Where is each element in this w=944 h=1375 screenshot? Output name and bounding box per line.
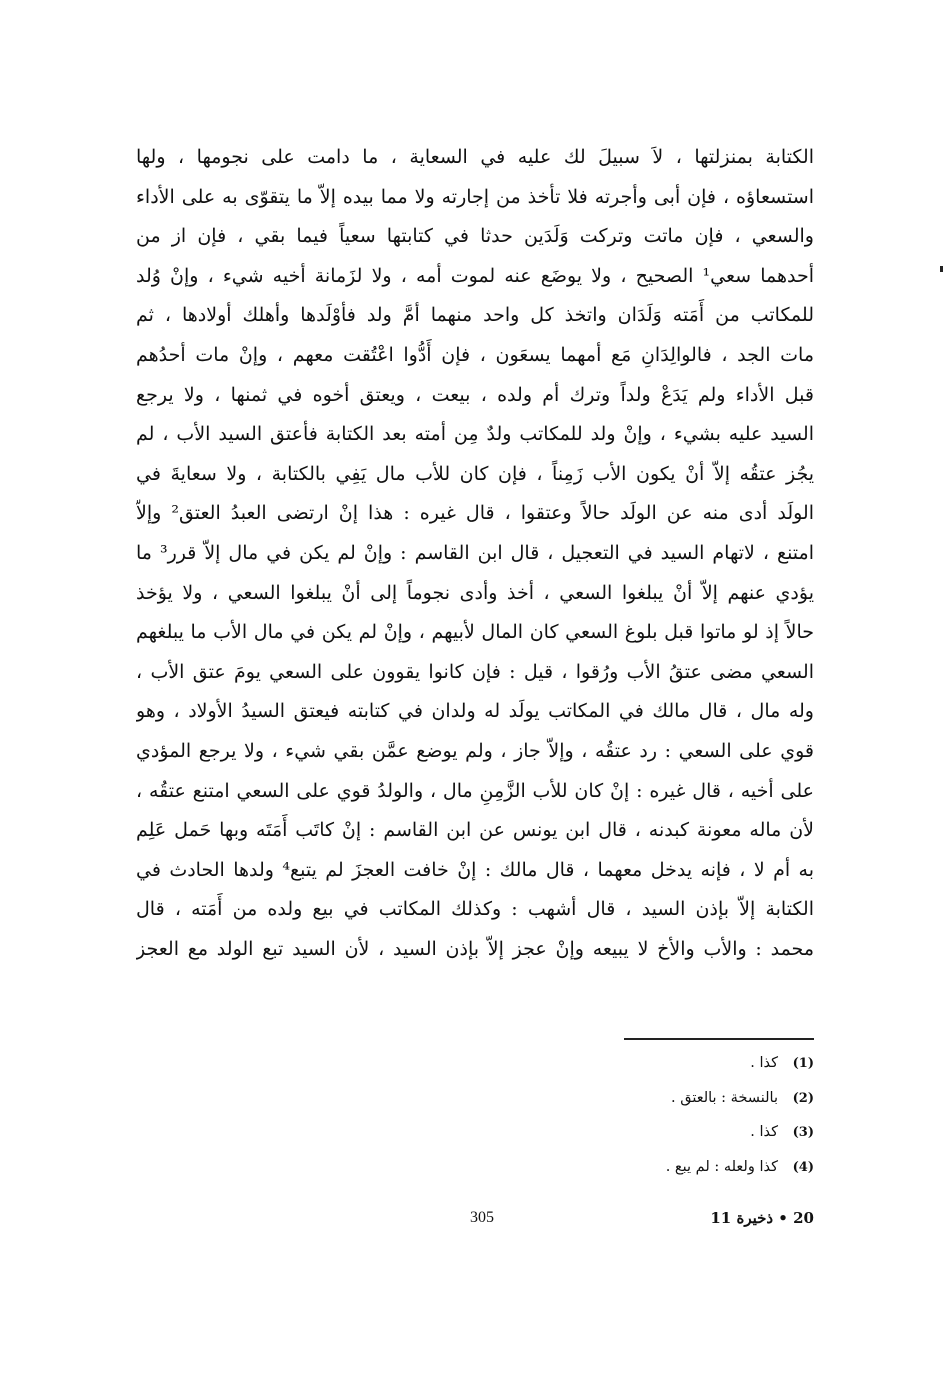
footnote — [436, 1115, 814, 1150]
footnote-text: كذا . — [750, 1124, 778, 1140]
footnote — [436, 1046, 814, 1081]
text-line: مات الجد ، فالوالِدَانِ مَع أمهما يسعَون ، فإن أَدُّوا اعْتُقت معهم ، وإنْ مات أحدُهم — [136, 343, 814, 366]
text-line: يؤدي عنهم إلاّ أنْ يبلغوا السعي ، أخذ وأدى نجوماً إلى أنْ يبلغوا السعي ، ولا يؤخذ — [136, 581, 814, 604]
text-line: الكتابة بمنزلتها ، لاَ سبيلَ لك عليه في السعاية ، ما دامت على نجومها ، ولها — [136, 146, 814, 168]
text-line: وله مال ، قال مالك في المكاتب يولَد له ولدان في كتابته فيعتق السيدُ الأولاد ، وهو — [136, 700, 814, 723]
text-line: السيد عليه بشيء ، وإنْ ولد للمكاتب ولدٌ مِن أمته بعد الكتابة فأعتق السيد الأب ، لم — [136, 423, 814, 446]
footnote-divider — [624, 1038, 814, 1040]
text-line: حالاً إذ لو ماتوا قبل بلوغ السعي كان المال لأبيهم ، وإنْ لم يكن في مال الأب ما يبلغهم — [136, 621, 814, 644]
footnote-number: (1) — [792, 1056, 814, 1071]
text-line: والسعي ، فإن ماتت وتركت وَلَدَين حدثا في كتابتها سعياً فيما بقي ، فإن از من — [136, 225, 814, 248]
text-line: قبل الأداء ولم يَدَعْ ولداً وترك أم ولده ، بيعت ، ويعتق أخوه في ثمنها ، ولا يرجع — [136, 383, 814, 406]
text-line: الكتابة إلاّ بإذن السيد ، قال أشهب : وكذلك المكاتب في بيع ولده من أَمَته ، قال — [136, 898, 814, 921]
text-line: به أم لا ، فإنه يدخل معهما ، قال مالك : إنْ خافت العجزَ لم يتبع⁴ ولدها الحادث في — [136, 858, 814, 881]
footnote — [436, 1081, 814, 1116]
text-line: محمد : والأب والأخ لا يبيعه وإنْ عجز إلاّ بإذن السيد ، لأن السيد تبع الولد مع العجز — [136, 937, 814, 960]
footnotes — [436, 1046, 814, 1184]
footnote-text: كذا . — [750, 1055, 778, 1071]
printer-signature: 20 • ذخيرة 11 — [710, 1209, 814, 1227]
text-line: على أخيه ، قال غيره : إنْ كان للأب الزَّمِنِ مال ، والولدُ قوي على السعي امتنع عتقُه ، — [136, 779, 814, 802]
footnote-text: كذا ولعله : لم يبع . — [665, 1158, 778, 1175]
footnote-number: (2) — [792, 1090, 814, 1106]
text-line: استسعاؤه ، فإن أبى وأجرته فلا تأخذ من إجارته ولا مما بيده إلاّ ما يتقوّى به على الأداء — [136, 185, 814, 208]
footnote-number: (3) — [792, 1125, 814, 1140]
main-text-block — [136, 138, 814, 969]
margin-mark — [940, 266, 943, 272]
text-line: يجُز عتقُه إلاّ أنْ يكون الأب زَمِناً ، فإن كان للأب مال يَفِي بالكتابة ، ولا سعايةَ في — [136, 462, 814, 485]
text-line: امتنع ، لاتهام السيد في التعجيل ، قال ابن القاسم : وإنْ لم يكن في مال إلاّ قرر³ ما — [136, 541, 814, 564]
text-line: لأن ماله معونة كبدنه ، قال ابن يونس عن ابن القاسم : إنْ كاتَب أَمَتَه وبها حَمل عَلِم — [136, 819, 814, 842]
text-line: قوي على السعي : رد عتقُه ، وإلاّ جاز ، ولم يوضع عمَّن بقي شيء ، ولا يرجع المؤدي — [136, 739, 814, 762]
text-line: أحدهما سعي¹ الصحيح ، ولا يوضَع عنه لموت أمه ، ولا لزَمانة أخيه شيء ، وإنْ وُلد — [136, 264, 814, 287]
text-line: للمكاتب من أَمَته وَلَدَان واتخذ كل واحد منهما أمَّ ولد فأوْلَدها وأهلك أولادها ، ثم — [136, 304, 814, 327]
text-line: الولَد أدى منه عن الولَد حالاً وعتقوا ، قال غيره : هذا إنْ ارتضى العبدُ العتق² وإلاّ — [136, 502, 814, 525]
text-line: السعي مضى عتقُ الأب ورُقوا ، قيل : فإن كانوا يقوون على السعي يومَ عتق الأب ، — [136, 660, 814, 683]
footnote-number: (4) — [792, 1159, 814, 1175]
footnote — [436, 1150, 814, 1185]
footnote-text: بالنسخة : بالعتق . — [671, 1089, 778, 1106]
page-number: 305 — [470, 1209, 494, 1226]
